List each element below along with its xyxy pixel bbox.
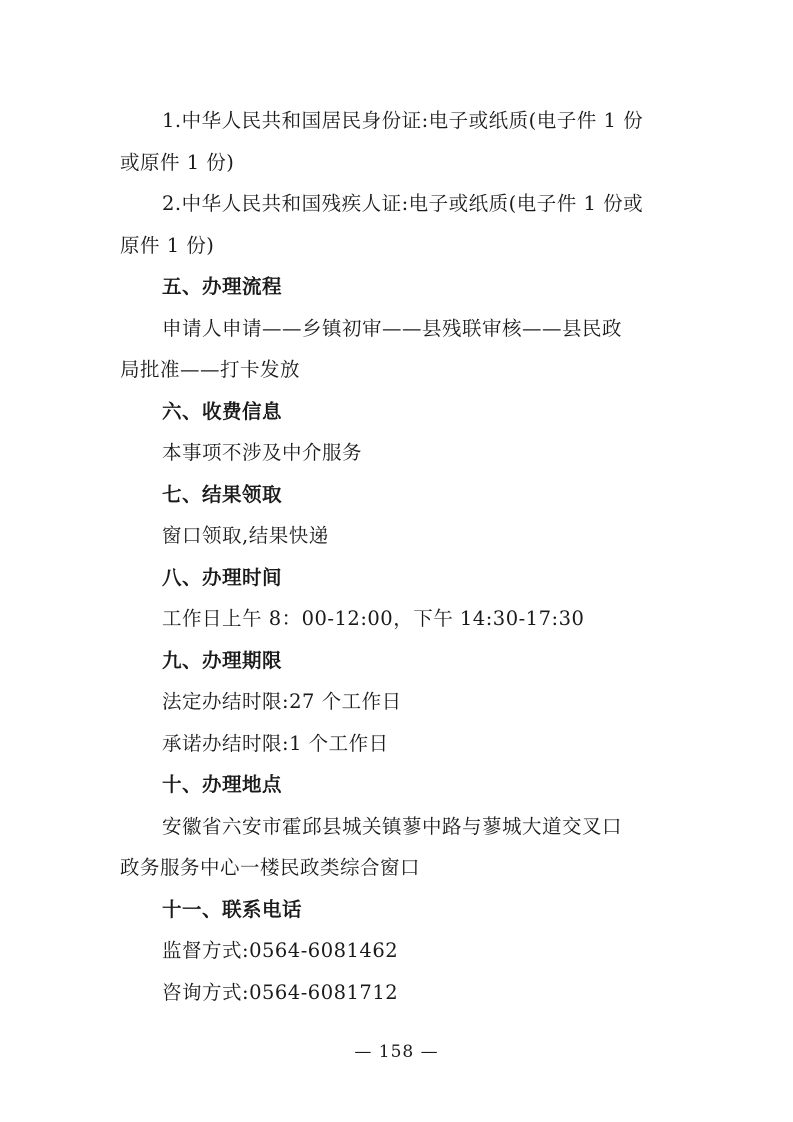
text-line: 局批准——打卡发放 [120, 358, 301, 381]
text-line: 原件 1 份) [120, 233, 215, 257]
section-heading: 十、办理地点 [162, 773, 283, 796]
text-line: 监督方式:0564-6081462 [162, 939, 399, 962]
text-line: 1.中华人民共和国居民身份证:电子或纸质(电子件 1 份 [162, 109, 644, 132]
page-number: — 158 — [354, 1042, 439, 1062]
text-line: 承诺办结时限:1 个工作日 [162, 731, 389, 755]
text-line: 或原件 1 份) [120, 150, 235, 174]
text-line: 窗口领取,结果快递 [162, 524, 329, 547]
section-heading: 九、办理期限 [162, 648, 283, 672]
text-line: 2.中华人民共和国残疾人证:电子或纸质(电子件 1 份或 [162, 192, 644, 215]
section-heading: 八、办理时间 [162, 565, 283, 589]
section-heading: 七、结果领取 [162, 482, 283, 506]
text-line: 法定办结时限:27 个工作日 [162, 690, 402, 713]
document-body [120, 100, 680, 1013]
text-line: 咨询方式:0564-6081712 [162, 980, 399, 1004]
text-line: 工作日上午 8：00-12:00，下午 14:30-17:30 [162, 607, 585, 630]
text-line: 安徽省六安市霍邱县城关镇蓼中路与蓼城大道交叉口 [162, 814, 623, 838]
section-heading: 十一、联系电话 [162, 897, 303, 921]
section-heading: 六、收费信息 [162, 399, 283, 423]
section-heading: 五、办理流程 [162, 275, 283, 298]
text-line: 本事项不涉及中介服务 [162, 441, 363, 464]
text-line: 政务服务中心一楼民政类综合窗口 [120, 856, 421, 879]
text-line: 申请人申请——乡镇初审——县残联审核——县民政 [162, 316, 623, 340]
